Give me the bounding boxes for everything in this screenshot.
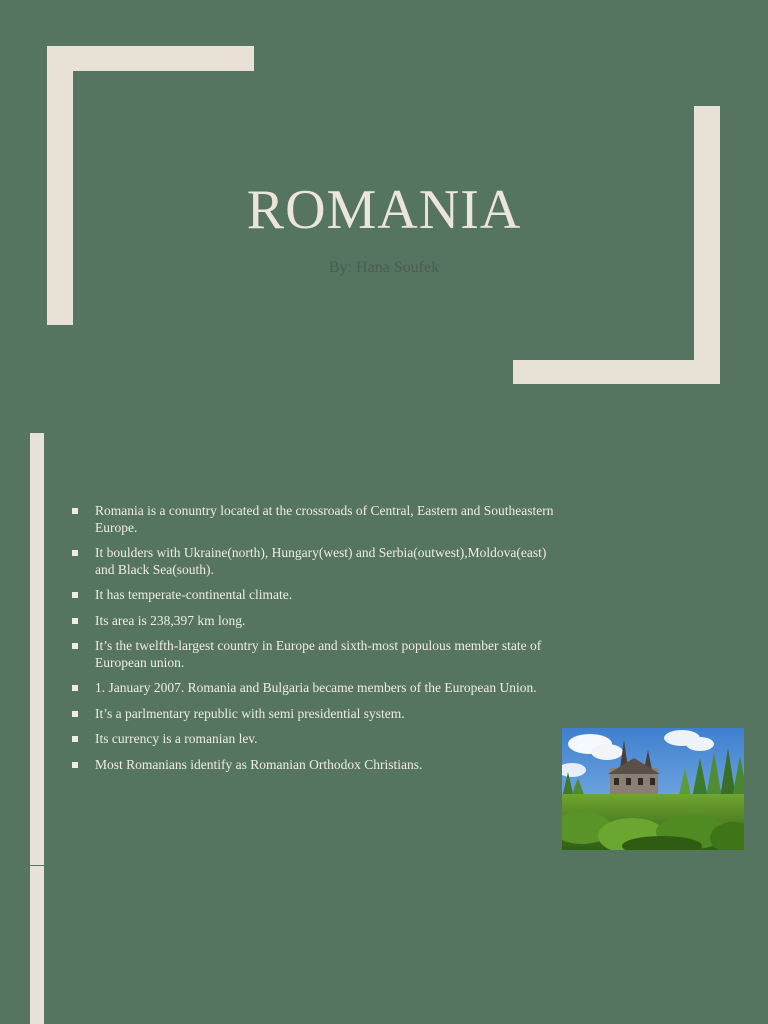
list-item-text: Most Romanians identify as Romanian Orthodox Christians. xyxy=(95,756,423,772)
list-item-text: Its currency is a romanian lev. xyxy=(95,731,258,746)
bullet-square-icon xyxy=(72,643,78,649)
accent-line-upper xyxy=(30,433,44,865)
frame-bottom-right-vertical xyxy=(694,106,720,384)
list-item xyxy=(70,680,560,697)
list-item xyxy=(70,757,560,774)
bullet-square-icon xyxy=(72,736,78,742)
list-item xyxy=(70,613,560,630)
slide-subtitle: By: Hana Soufek xyxy=(328,259,440,276)
castle-photo xyxy=(562,728,744,850)
bullet-square-icon xyxy=(72,711,78,717)
list-item xyxy=(70,503,560,536)
list-item-text: It’s the twelfth-largest country in Europe and sixth-most populous member state of European union. xyxy=(95,638,542,670)
frame-top-left-horizontal xyxy=(47,46,254,71)
bullet-square-icon xyxy=(72,508,78,514)
list-item xyxy=(70,638,560,671)
bullet-square-icon xyxy=(72,550,78,556)
fact-list xyxy=(70,503,560,782)
list-item xyxy=(70,587,560,604)
list-item-text: Its area is 238,397 km long. xyxy=(95,612,246,628)
list-item-text: 1. January 2007. Romania and Bulgaria became members of the European Union. xyxy=(95,680,537,695)
list-item xyxy=(70,731,560,748)
bullet-square-icon xyxy=(72,618,78,624)
list-item-text: It boulders with Ukraine(north), Hungary(west) and Serbia(outwest),Moldova(east) and Black Sea(south). xyxy=(95,545,547,577)
list-item xyxy=(70,545,560,578)
bullet-square-icon xyxy=(72,685,78,691)
bullet-square-icon xyxy=(72,762,78,768)
list-item-text: Romania is a conuntry located at the crossroads of Central, Eastern and Southeastern Europe. xyxy=(95,503,554,535)
frame-bottom-right-horizontal xyxy=(513,360,720,384)
list-item xyxy=(70,706,560,723)
bullet-square-icon xyxy=(72,592,78,598)
list-item-text: It has temperate-continental climate. xyxy=(95,587,293,602)
slide-title: ROMANIA xyxy=(246,179,522,241)
accent-line-lower xyxy=(30,866,44,1024)
list-item-text: It’s a parlmentary republic with semi presidential system. xyxy=(95,705,405,721)
